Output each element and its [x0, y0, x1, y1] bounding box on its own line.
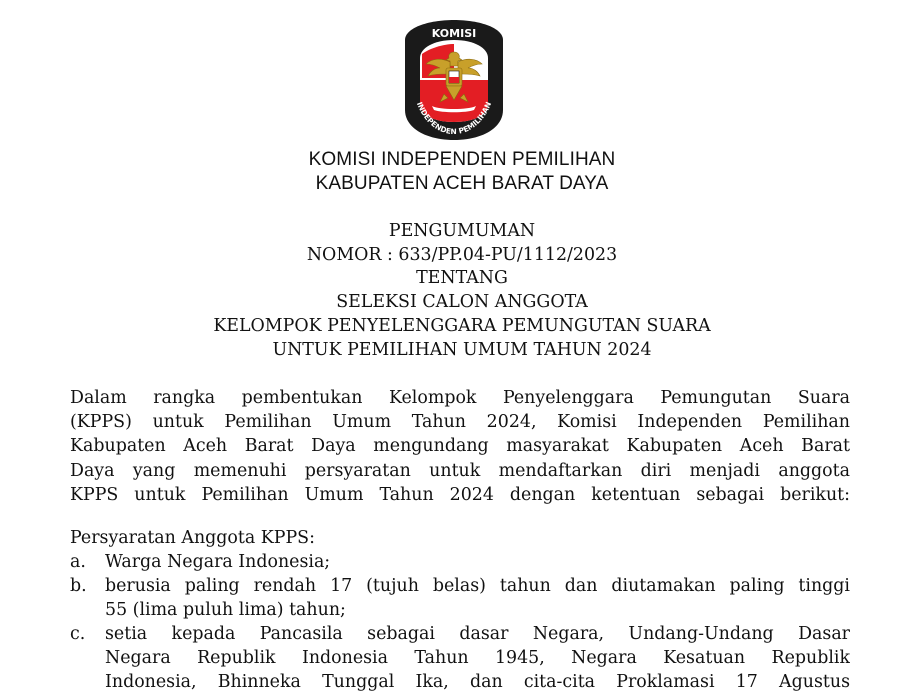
- requirements-title: [70, 526, 850, 550]
- announcement-subject-line-2: KELOMPOK PENYELENGGARA PEMUNGUTAN SUARA: [213, 315, 711, 336]
- requirement-line: berusia paling rendah 17 (tujuh belas) tahun dan diutamakan paling tinggi: [105, 576, 850, 596]
- requirement-letter: a.: [70, 552, 86, 572]
- requirement-line: setia kepada Pancasila sebagai dasar Negara, Undang-Undang Dasar: [105, 624, 850, 644]
- institution-region: KABUPATEN ACEH BARAT DAYA: [315, 173, 609, 194]
- requirement-item: [105, 574, 850, 622]
- logo-ring-text: INDEPENDEN PEMILIHAN: [414, 100, 494, 137]
- requirements-title-text: Persyaratan Anggota KPPS:: [70, 528, 315, 548]
- intro-paragraph: [70, 386, 850, 507]
- announcement-number: NOMOR : 633/PP.04-PU/1112/2023: [306, 244, 618, 265]
- requirement-letter: c.: [70, 624, 86, 644]
- paragraph-line: Daya yang memenuhi persyaratan untuk mendaftarkan diri menjadi anggota: [70, 460, 850, 481]
- requirement-item: [105, 622, 850, 695]
- requirement-letter: b.: [70, 576, 87, 596]
- paragraph-line: Dalam rangka pembentukan Kelompok Penyelenggara Pemungutan Suara: [70, 388, 850, 408]
- paragraph-line: KPPS untuk Pemilihan Umum Tahun 2024 dengan ketentuan sebagai berikut:: [70, 484, 850, 505]
- requirement-line: 55 (lima puluh lima) tahun;: [105, 600, 346, 621]
- kip-logo: [400, 18, 508, 142]
- requirement-line: Indonesia, Bhinneka Tunggal Ika, dan cita-cita Proklamasi 17 Agustus: [105, 672, 850, 693]
- paragraph-line: Kabupaten Aceh Barat Daya mengundang masyarakat Kabupaten Aceh Barat: [70, 436, 850, 457]
- logo-top-text: KOMISI: [431, 27, 477, 40]
- requirement-line: Warga Negara Indonesia;: [105, 552, 331, 572]
- requirement-item: [105, 550, 850, 574]
- paragraph-line: (KPPS) untuk Pemilihan Umum Tahun 2024, Komisi Independen Pemilihan: [70, 412, 850, 433]
- announcement-title: PENGUMUMAN: [388, 221, 536, 241]
- announcement-subject-line-3: UNTUK PEMILIHAN UMUM TAHUN 2024: [272, 339, 652, 360]
- requirement-line: Negara Republik Indonesia Tahun 1945, Negara Kesatuan Republik: [105, 648, 850, 669]
- announcement-about: TENTANG: [416, 268, 508, 289]
- institution-name: KOMISI INDEPENDEN PEMILIHAN: [308, 149, 616, 170]
- announcement-subject-line-1: SELEKSI CALON ANGGOTA: [336, 292, 588, 313]
